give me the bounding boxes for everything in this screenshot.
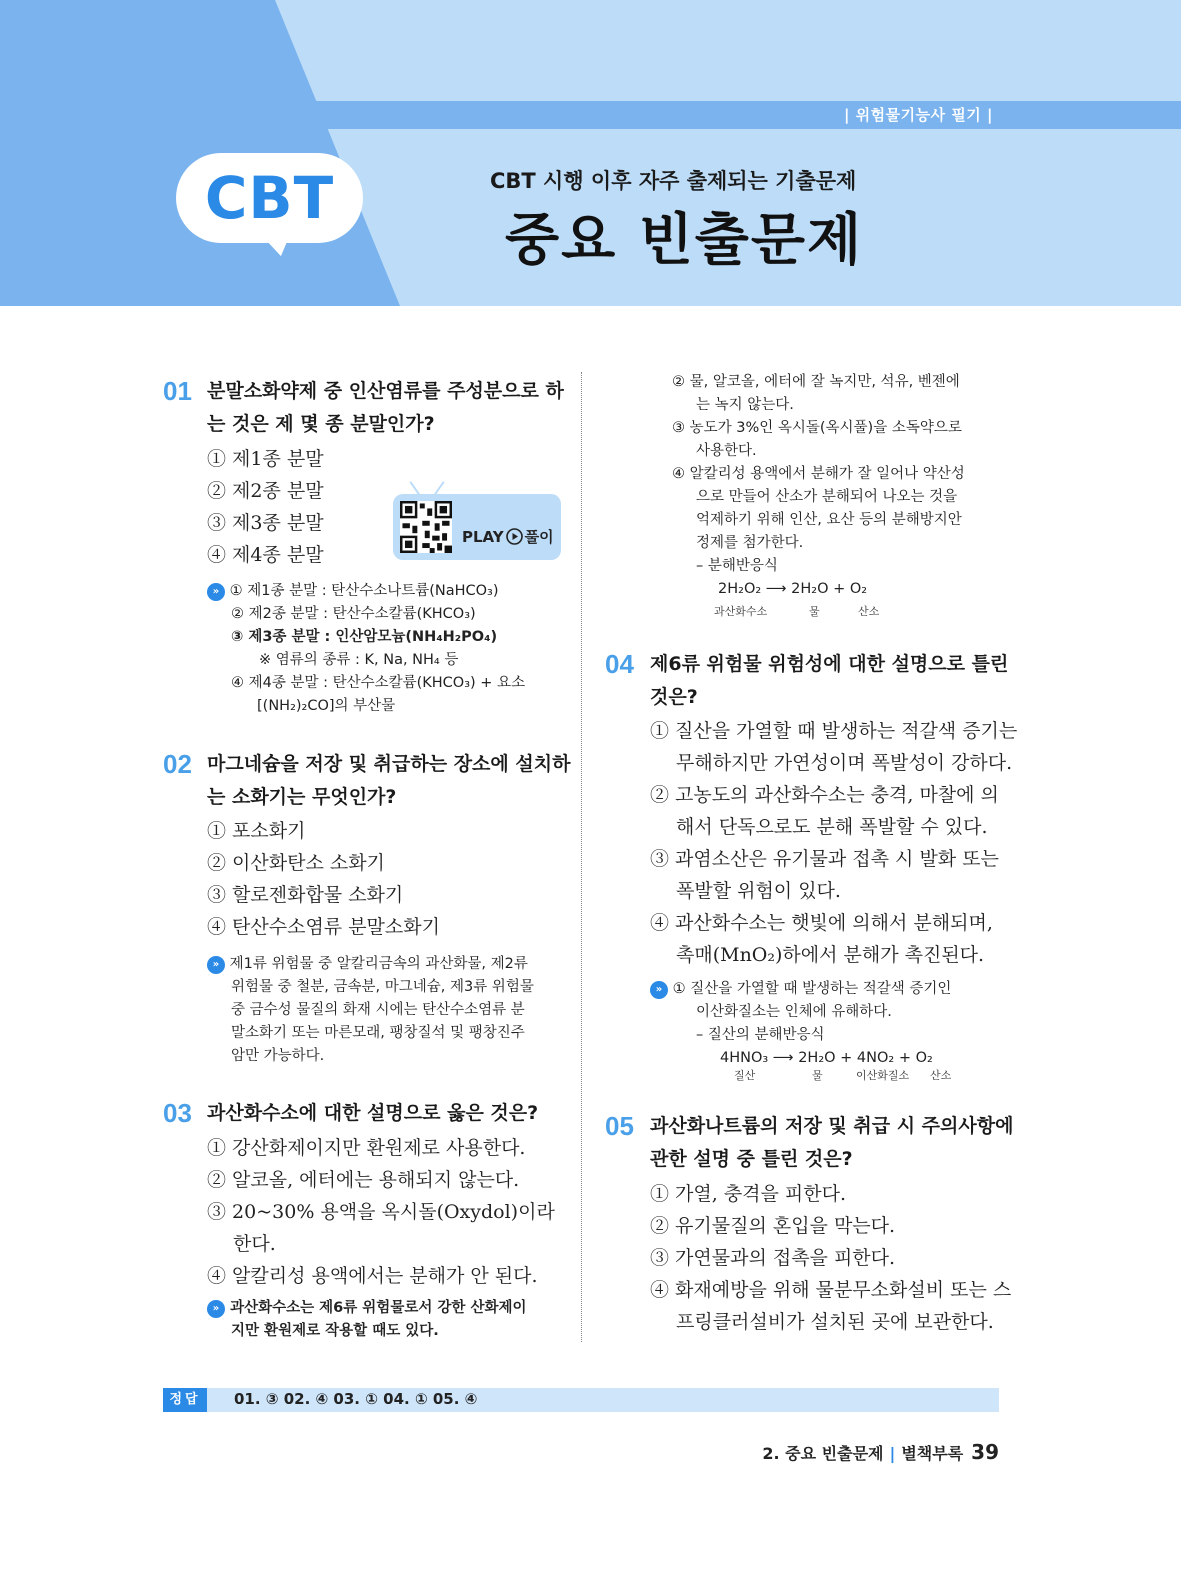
question-text: 제6류 위험물 위험성에 대한 설명으로 틀린 것은? xyxy=(650,653,1009,708)
qr-code[interactable] xyxy=(400,501,452,553)
option: 폭발할 위험이 있다. xyxy=(676,880,841,902)
answer-explanation: » 제1류 위험물 중 알칼리금속의 과산화물, 제2류 위험물 중 철분, 금속분, 마그네슘, 제3류 위험물 중 금수성 물질의 화재 시에는 탄산수소염류 분 말소화기 또는 마른모래, 팽창질석 및 팽창진주 암만 가능하다. xyxy=(207,953,534,1068)
option: ③ 제3종 분말 xyxy=(207,512,324,534)
question-options xyxy=(650,1178,1011,1338)
question-options xyxy=(207,443,324,571)
explanation-arrow-icon: » xyxy=(207,956,225,974)
question-text: 분말소화약제 중 인산염류를 주성분으로 하 는 것은 제 몇 종 분말인가? xyxy=(207,380,564,435)
explanation-arrow-icon: » xyxy=(650,981,668,999)
option: ③ 할로젠화합물 소화기 xyxy=(207,884,404,906)
option: ① 포소화기 xyxy=(207,820,306,842)
option: 한다. xyxy=(233,1233,276,1255)
answer-explanation: » ① 질산을 가열할 때 발생하는 적갈색 증기인 이산화질소는 인체에 유해하다. – 질산의 분해반응식 4HNO₃ ⟶ 2H₂O + 4NO₂ + O₂ xyxy=(650,978,951,1070)
page-footer xyxy=(762,1440,999,1464)
play-solution-link[interactable]: PLAY 풀이 xyxy=(462,528,554,546)
play-circle-icon xyxy=(506,528,523,545)
book-tag: | 위험물기능사 필기 | xyxy=(843,106,993,124)
option: ④ 알칼리성 용액에서는 분해가 안 된다. xyxy=(207,1265,538,1287)
option: ① 가열, 충격을 피한다. xyxy=(650,1183,847,1205)
page-subtitle: CBT 시행 이후 자주 출제되는 기출문제 xyxy=(490,169,857,193)
answer-explanation: » ① 제1종 분말 : 탄산수소나트륨(NaHCO₃) ② 제2종 분말 : 탄산수소칼륨(KHCO₃) ③ 제3종 분말 : 인산암모늄(NH₄H₂PO₄) ※ 염류의 종류 : K, Na, NH₄ 등 ④ 제4종 분말 : 탄산수소칼륨(KHCO₃) + 요소 [(NH₂)₂CO]의 부산물 xyxy=(207,580,525,718)
explanation-arrow-icon: » xyxy=(207,1300,225,1318)
question-text: 과산화수소에 대한 설명으로 옳은 것은? xyxy=(207,1102,539,1124)
option: ④ 탄산수소염류 분말소화기 xyxy=(207,916,440,938)
option: ③ 가연물과의 접촉을 피한다. xyxy=(650,1247,896,1269)
option: ① 강산화제이지만 환원제로 사용한다. xyxy=(207,1137,526,1159)
reaction-label: 이산화질소 xyxy=(856,1069,910,1082)
reaction-label: 산소 xyxy=(930,1069,952,1082)
question-text: 마그네슘을 저장 및 취급하는 장소에 설치하 는 소화기는 무엇인가? xyxy=(207,753,571,808)
reaction-label: 산소 xyxy=(858,605,880,618)
header-strip xyxy=(312,101,1181,129)
question-number: 03 xyxy=(163,1098,192,1128)
option: ③ 20~30% 용액을 옥시돌(Oxydol)이라 xyxy=(207,1201,555,1223)
question-number: 02 xyxy=(163,749,192,779)
option: ① 제1종 분말 xyxy=(207,448,324,470)
column-divider xyxy=(581,372,582,1342)
page-number: 39 xyxy=(971,1440,999,1464)
footer-separator: | xyxy=(889,1444,896,1463)
option: ④ 제4종 분말 xyxy=(207,544,324,566)
reaction-label: 질산 xyxy=(734,1069,756,1082)
reaction-equation: 4HNO₃ ⟶ 2H₂O + 4NO₂ + O₂ xyxy=(720,1050,933,1066)
answer-explanation-continued: ② 물, 알코올, 에터에 잘 녹지만, 석유, 벤젠에 는 녹지 않는다. ③ 농도가 3%인 옥시돌(옥시풀)을 소독약으로 사용한다. ④ 알칼리성 용액에서 분해가 잘 일어나 약산성 으로 만들어 산소가 분해되어 나오는 것을 억제하기 위해 인산, 요산 등의 분해방지안 정제를 첨가한다. – 분해반응식 2H₂O₂ ⟶ 2H₂O + O₂ xyxy=(672,371,965,601)
option: 해서 단독으로도 분해 폭발할 수 있다. xyxy=(676,816,988,838)
option: ③ 과염소산은 유기물과 접촉 시 발화 또는 xyxy=(650,848,999,870)
footer-book: 별책부록 xyxy=(901,1444,964,1463)
question-options xyxy=(207,815,440,943)
reaction-label: 물 xyxy=(809,605,820,618)
question-options xyxy=(207,1132,555,1292)
option: ① 질산을 가열할 때 발생하는 적갈색 증기는 xyxy=(650,720,1018,742)
reaction-label: 과산화수소 xyxy=(714,605,768,618)
option: ② 이산화탄소 소화기 xyxy=(207,852,385,874)
answer-key-text: 01. ③ 02. ④ 03. ① 04. ① 05. ④ xyxy=(234,1390,478,1408)
cbt-logo: CBT xyxy=(204,164,335,232)
question-options xyxy=(650,715,1017,971)
question-number: 05 xyxy=(605,1111,634,1141)
question-number: 04 xyxy=(605,649,634,679)
explanation-arrow-icon: » xyxy=(207,583,225,601)
option: 무해하지만 가연성이며 폭발성이 강하다. xyxy=(676,752,1013,774)
option: ④ 과산화수소는 햇빛에 의해서 분해되며, xyxy=(650,912,993,934)
option: ② 고농도의 과산화수소는 충격, 마찰에 의 xyxy=(650,784,999,806)
option: 촉매(MnO₂)하에서 분해가 촉진된다. xyxy=(676,944,985,966)
option: 프링클러설비가 설치된 곳에 보관한다. xyxy=(676,1311,994,1333)
answer-explanation: » 과산화수소는 제6류 위험물로서 강한 산화제이 지만 환원제로 작용할 때도 있다. xyxy=(207,1297,526,1343)
reaction-label: 물 xyxy=(812,1069,823,1082)
option: ② 유기물질의 혼입을 막는다. xyxy=(650,1215,896,1237)
question-number: 01 xyxy=(163,376,192,406)
page-title: 중요 빈출문제 xyxy=(505,208,864,273)
option: ② 제2종 분말 xyxy=(207,480,324,502)
option: ② 알코올, 에터에는 용해되지 않는다. xyxy=(207,1169,520,1191)
footer-section: 2. 중요 빈출문제 xyxy=(762,1444,884,1463)
option: ④ 화재예방을 위해 물분무소화설비 또는 스 xyxy=(650,1279,1012,1301)
question-text: 과산화나트륨의 저장 및 취급 시 주의사항에 관한 설명 중 틀린 것은? xyxy=(650,1115,1014,1170)
answer-key-label: 정답 xyxy=(163,1388,207,1412)
reaction-equation: 2H₂O₂ ⟶ 2H₂O + O₂ xyxy=(718,581,868,597)
